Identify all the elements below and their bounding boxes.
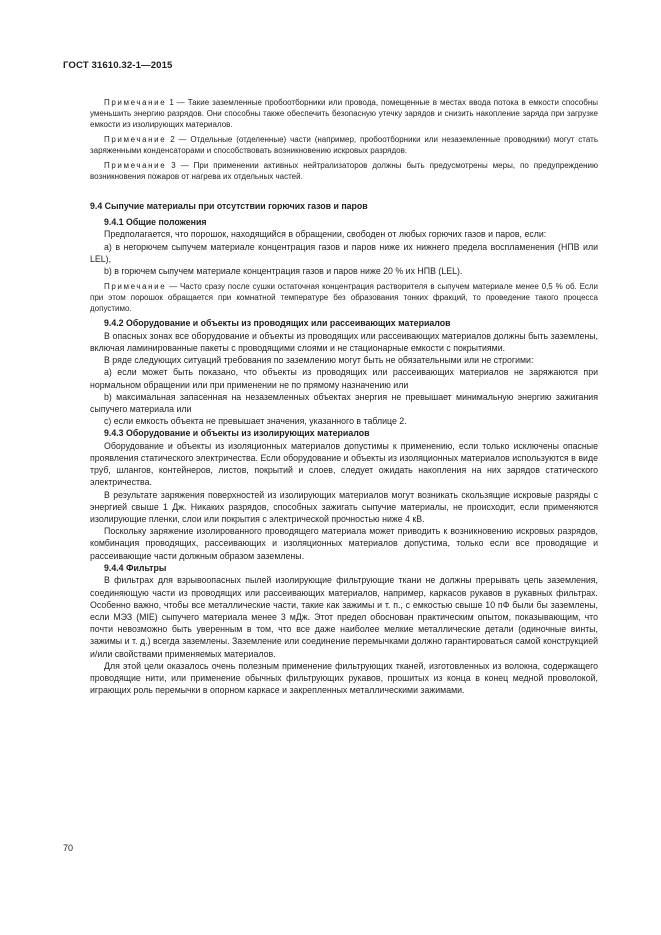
note-label: Примечание <box>104 161 167 171</box>
paragraph: В опасных зонах все оборудование и объекты из проводящих или рассеивающих материалов должны быть заземлены, включая ламинированные пакеты с проводящими слоями и не стационарные емкости с покрытиями. <box>90 330 598 353</box>
list-item-c: с) если емкость объекта не превышает значения, указанного в таблице 2. <box>104 416 407 427</box>
section-9-4-heading: 9.4 Сыпучие материалы при отсутствии горючих газов и паров <box>90 201 368 212</box>
list-item-a: а) в негорючем сыпучем материале концентрация газов и паров ниже их нижнего предела воспламенения (НПВ или LEL), <box>90 241 598 264</box>
note-1 <box>90 97 598 130</box>
note-text: 2 — Отдельные (отделенные) части (например, пробоотборники или незаземленные проводники) могут стать заряженными конденсаторами и способствовать возникновению искровых разрядов. <box>90 135 598 156</box>
paragraph: Для этой цели оказалось очень полезным применение фильтрующих тканей, изготовленных из волокна, содержащего проводящие нити, или применение обычных фильтрующих рукавов, прошитых из конца в конец медной проволокой, играющих роль перемычки в опорном каркасе и закрепленных металлическими зажимами. <box>90 660 598 696</box>
paragraph: В фильтрах для взрывоопасных пылей изолирующие фильтрующие ткани не должны прерывать цепь заземления, соединяющую части из проводящих или рассеивающих материалов, например, каркасов рукавов в рукавных фильтрах. Особенно важно, чтобы все металлические части, такие как зажимы и т. п., с емкостью свыше 10 пФ были бы заземлены, если МЭЗ (MIE) сыпучего материала менее 3 мДж. Этот предел обоснован практическим опытом, показывающим, что почти невозможно быть уверенным в том, что все даже наиболее мелкие металлические детали (одиночные винты, зажимы и т. д.) всегда заземлены. Заземление или соединение перемычками должно гарантироваться самой конструкцией и/или свойствами применяемых материалов. <box>90 575 598 659</box>
note-label: Примечание <box>104 282 167 292</box>
paragraph: Поскольку заряжение изолированного проводящего материала может приводить к возникновению искровых разрядов, комбинация проводящих, рассеивающих и изоляционных материалов допустима, только если все проводящие и рассеивающие части должным образом заземлены. <box>90 526 598 561</box>
note-2 <box>90 134 598 156</box>
list-item-b: b) в горючем сыпучем материале концентрация газов и паров ниже 20 % их НПВ (LEL). <box>104 265 463 276</box>
page-number: 70 <box>63 843 74 853</box>
section-9-4-2-heading: 9.4.2 Оборудование и объекты из проводящих или рассеивающих материалов <box>104 318 451 329</box>
note-3 <box>90 160 598 182</box>
list-item-a: а) если может быть показано, что объекты из проводящих или рассеивающих материалов не заряжаются при нормальном обращении или при применении не по прямому назначению или <box>90 367 598 390</box>
paragraph: В результате заряжения поверхностей из изолирующих материалов могут возникать скользящие искровые разряды с энергией свыше 1 Дж. Никаких разрядов, способных зажигать сыпучие материалы, не происходит, если применяются изолирующие пленки, слои или покрытия с электрической прочностью ниже 4 кВ. <box>90 489 598 525</box>
paragraph: Предполагается, что порошок, находящийся в обращении, свободен от любых горючих газов и паров, если: <box>104 229 547 240</box>
note-text: 1 — Такие заземленные пробоотборники или провода, помещенные в местах ввода потока в емкости способны уменьшить энергию разрядов. Они способны также обеспечить безопасную утечку зарядов и снизить накопление заряда при загрузке емкости из изолирующих материалов. <box>90 98 598 129</box>
paragraph: Оборудование и объекты из изоляционных материалов допустимы к применению, если только исключены опасные проявления статического электричества. Если оборудование и объекты из изоляционных материалов используются в виде труб, шлангов, контейнеров, листов, покрытий и слоев, следует ожидать накопления на них зарядов статического электричества. <box>90 440 598 488</box>
note-text: 3 — При применении активных нейтрализаторов должны быть предусмотрены меры, по предупреждению возникновения пожаров от нагрева их отдельных частей. <box>90 161 598 182</box>
section-9-4-3-heading: 9.4.3 Оборудование и объекты из изолирующих материалов <box>104 428 370 439</box>
section-9-4-1-heading: 9.4.1 Общие положения <box>104 216 207 227</box>
section-9-4-4-heading: 9.4.4 Фильтры <box>104 562 167 573</box>
note-text: — Часто сразу после сушки остаточная концентрация растворителя в сыпучем материале менее 0,5 % об. Если при этом порошок обращается при комнатной температуре без образования тонких фракций, то проведение такого процесса допустимо. <box>90 282 598 314</box>
note-4 <box>90 281 598 314</box>
list-item-b: b) максимальная запасенная на незаземленных объектах энергия не превышает минимальную энергию зажигания сыпучего материала или <box>90 391 598 414</box>
page-body <box>90 97 598 696</box>
standard-header: ГОСТ 31610.32-1—2015 <box>63 60 173 71</box>
note-label: Примечание <box>104 135 167 145</box>
paragraph: В ряде следующих ситуаций требования по заземлению могут быть не обязательными или не строгими: <box>104 355 534 366</box>
note-label: Примечание <box>104 98 167 107</box>
